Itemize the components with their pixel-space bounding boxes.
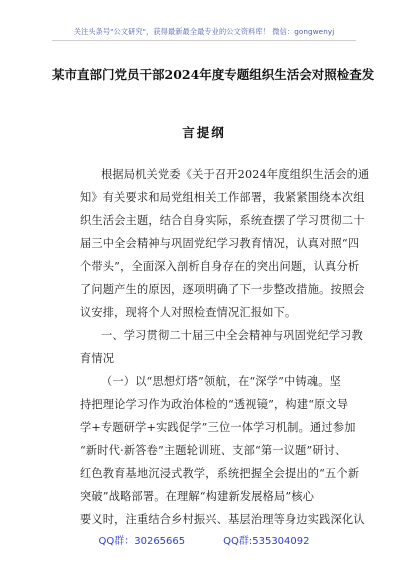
section-heading-line-2: 育情况 (80, 352, 115, 365)
body-line: （一）以“思想灯塔”领航，在“深学”中铸魂。坚 (101, 375, 342, 388)
body-line: 届三中全会精神与巩固党纪学习教育情况，认真对照“四 (80, 237, 360, 250)
section-heading-line-1: 一、学习贯彻二十届三中全会精神与巩固党纪学习教 (101, 329, 363, 342)
body-line: 织生活会主题，结合自身实际，系统查摆了学习贯彻二十 (80, 214, 365, 227)
header-banner: 关注头条号"公文研究"，获得最新最全最专业的公文资料库！ 微信：gongwenyj (73, 27, 335, 36)
footer-qq-group-1: QQ群：30265665 (98, 536, 186, 547)
body-line: 知》有关要求和局党组相关工作部署，我紧紧围绕本次组 (80, 191, 365, 204)
body-line: 议安排，现将个人对照检查情况汇报如下。 (80, 306, 297, 319)
footer-qq-group-2: QQ群:535304092 (223, 536, 310, 547)
document-title-line-2: 言提纲 (182, 125, 226, 140)
body-line: 突破”战略部署。在理解“构建新发展格局”核心 (80, 490, 315, 503)
body-line: 个带头”，全面深入剖析自身存在的突出问题，认真分析 (80, 260, 360, 273)
body-line: 要义时，注重结合乡村振兴、基层治理等身边实践深化认 (80, 513, 365, 526)
body-line: “新时代·新答卷”主题轮训班、支部“第一议题”研讨、 (80, 444, 347, 457)
body-line: 持把理论学习作为政治体检的“透视镜”，构建“原文导 (80, 398, 349, 411)
document-title-line-1: 某市直部门党员干部2024年度专题组织生活会对照检查发 (52, 67, 375, 82)
header-divider (52, 40, 356, 41)
body-line: 红色教育基地沉浸式教学，系统把握全会提出的“五个新 (80, 467, 360, 480)
footer-contact (0, 532, 408, 547)
body-line: 根据局机关党委《关于召开2024年度组织生活会的通 (101, 168, 370, 181)
body-line: 了问题产生的原因，逐项明确了下一步整改措施。按照会 (80, 283, 365, 296)
body-line: 学+专题研学+实践促学”三位一体学习机制。通过参加 (80, 421, 356, 434)
